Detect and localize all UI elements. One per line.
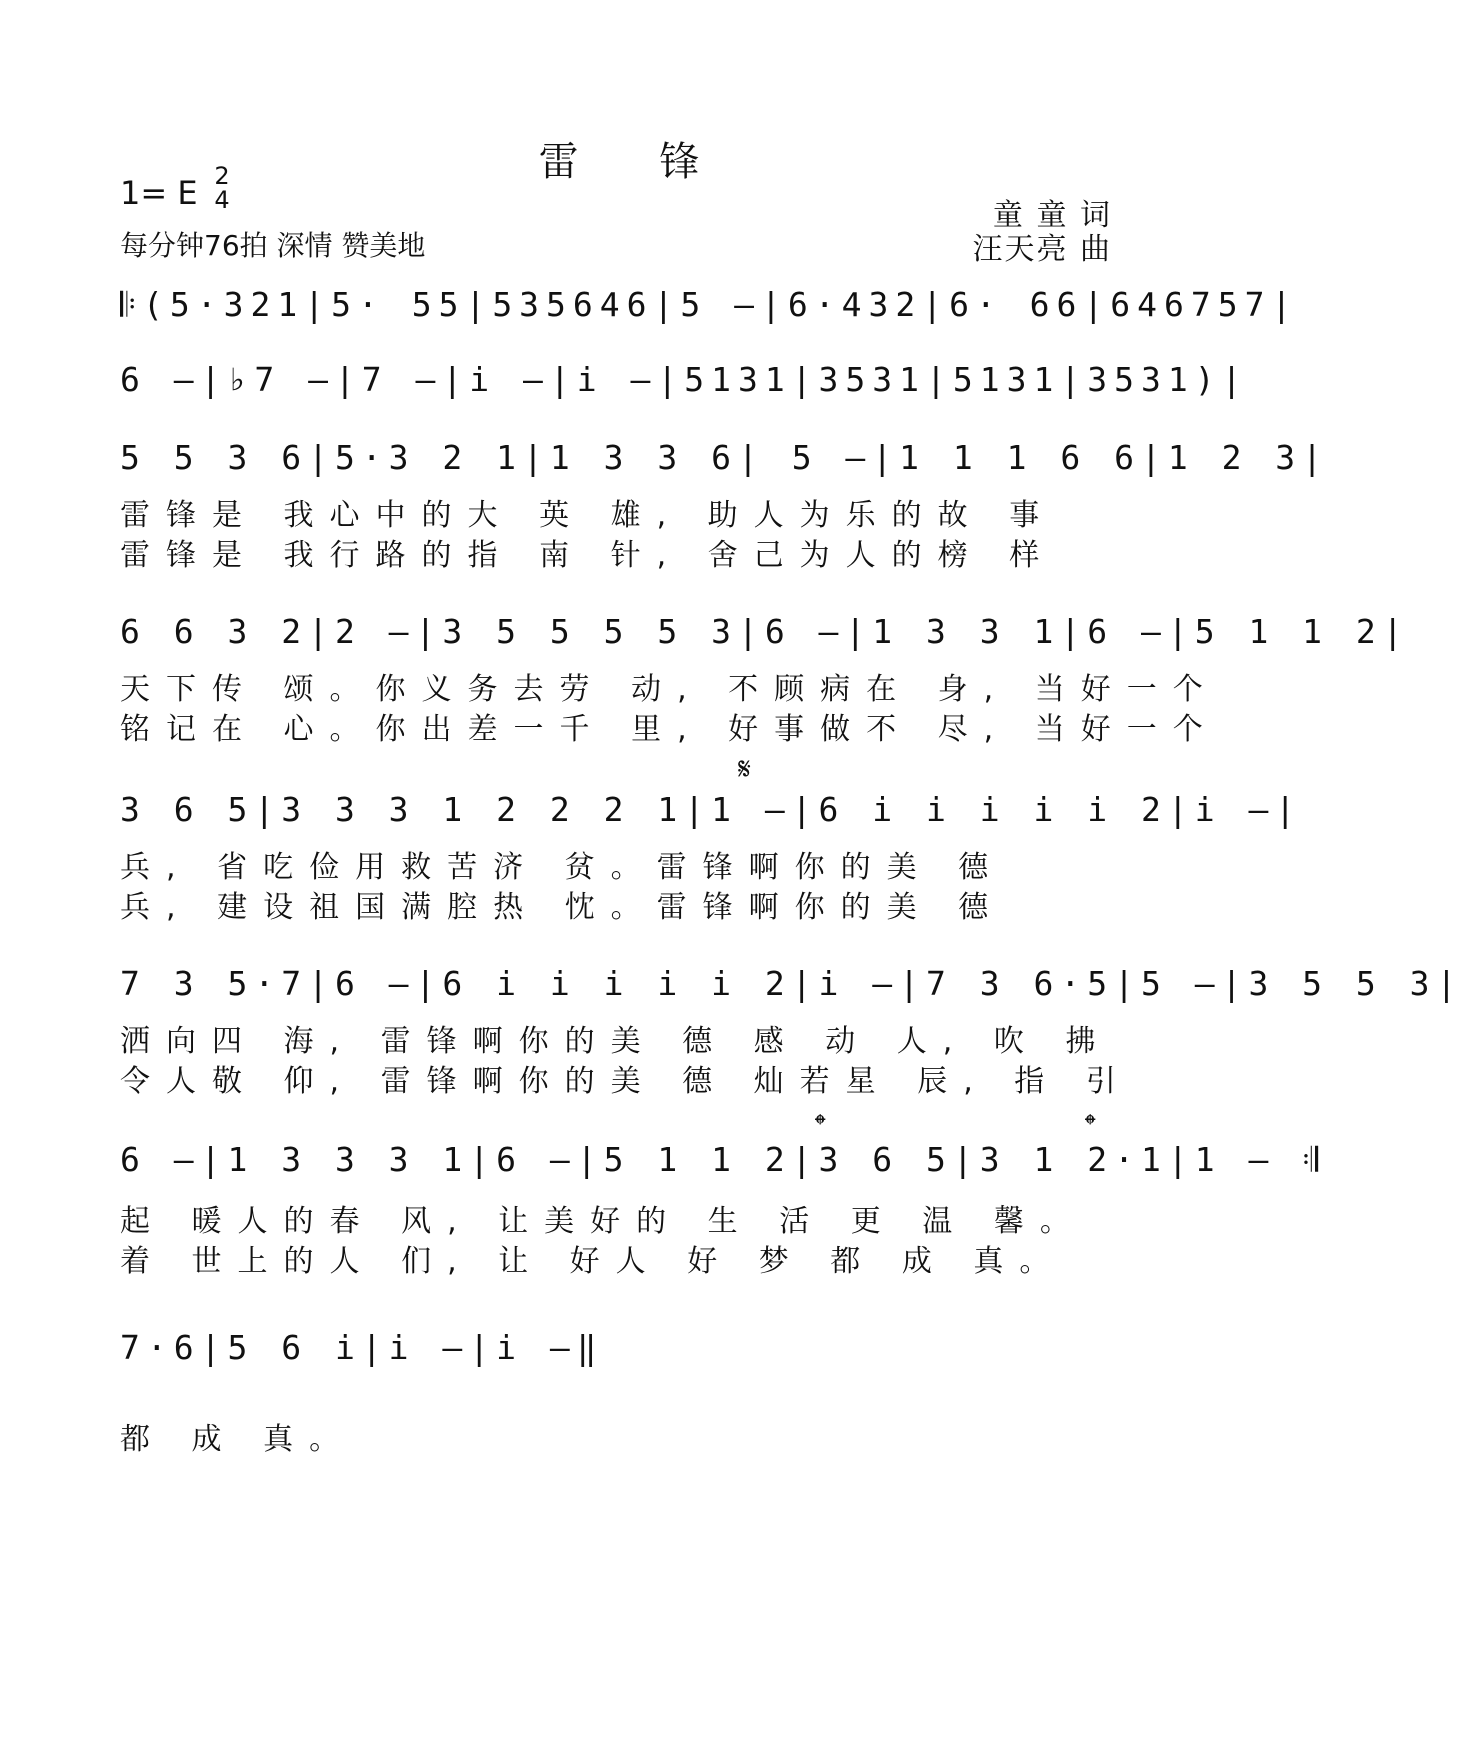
lyric-line-3a: 雷锋是 我心中的大 英 雄, 助人为乐的故 事: [120, 498, 1056, 533]
coda-sign-1: 𝄌: [815, 1108, 826, 1143]
time-bottom: 4: [214, 186, 230, 214]
score-line-2: 6 –|♭7 –|7 –|i –|i –|5131|3531|5131|3531)|: [120, 360, 1249, 399]
score-line-7: 6 –|1 3 3 3 1|6 –|5 1 1 2|3 6 5|3 1 2·1|1 – 𝄇: [120, 1140, 1326, 1179]
time-signature: [210, 164, 234, 212]
score-line-1: 𝄆(5·321|5· 55|535646|5 –|6·432|6· 66|646757|: [120, 285, 1299, 324]
lyric-line-4a: 天下传 颂。你义务去劳 动, 不顾病在 身, 当好一个: [120, 672, 1219, 707]
lyric-line-5a: 兵, 省吃俭用救苦济 贫。雷锋啊你的美 德: [120, 850, 1005, 885]
lyric-line-6b: 令人敬 仰, 雷锋啊你的美 德 灿若星 辰, 指 引: [120, 1064, 1132, 1099]
composer-credit: 汪天亮 曲: [972, 232, 1112, 267]
score-line-4: 6 6 3 2|2 –|3 5 5 5 5 3|6 –|1 3 3 1|6 –|5 1 1 2|: [120, 612, 1410, 651]
lyricist-credit: 童 童 词: [992, 198, 1112, 233]
score-line-5: 3 6 5|3 3 3 1 2 2 2 1|1 –|6 i i i i i 2|i –|: [120, 790, 1303, 829]
lyric-line-7a: 起 暖人的春 风, 让美好的 生 活 更 温 馨。: [120, 1204, 1086, 1239]
score-line-3: 5 5 3 6|5·3 2 1|1 3 3 6| 5 –|1 1 1 6 6|1 2 3|: [120, 438, 1330, 477]
lyric-line-5b: 兵, 建设祖国满腔热 忱。雷锋啊你的美 德: [120, 890, 1005, 925]
lyric-line-6a: 洒向四 海, 雷锋啊你的美 德 感 动 人, 吹 拂: [120, 1024, 1112, 1059]
lyric-line-3b: 雷锋是 我行路的指 南 针, 舍己为人的榜 样: [120, 538, 1056, 573]
lyric-line-4b: 铭记在 心。你出差一千 里, 好事做不 尽, 当好一个: [120, 712, 1219, 747]
score-line-8: 7·6|5 6 i|i –|i –‖: [120, 1328, 604, 1367]
score-line-6: 7 3 5·7|6 –|6 i i i i i 2|i –|7 3 6·5|5 –|3 5 5 3|: [120, 964, 1463, 1003]
segno-sign: 𝄋: [738, 752, 751, 787]
time-top: 2: [214, 162, 230, 190]
lyric-line-8: 都 成 真。: [120, 1422, 356, 1457]
key-signature: 1= E: [120, 174, 198, 212]
tempo-marking: 每分钟76拍 深情 赞美地: [120, 229, 426, 262]
song-title: 雷 锋: [538, 139, 734, 185]
coda-sign-2: 𝄌: [1085, 1108, 1096, 1143]
lyric-line-7b: 着 世上的人 们, 让 好人 好 梦 都 成 真。: [120, 1244, 1066, 1279]
